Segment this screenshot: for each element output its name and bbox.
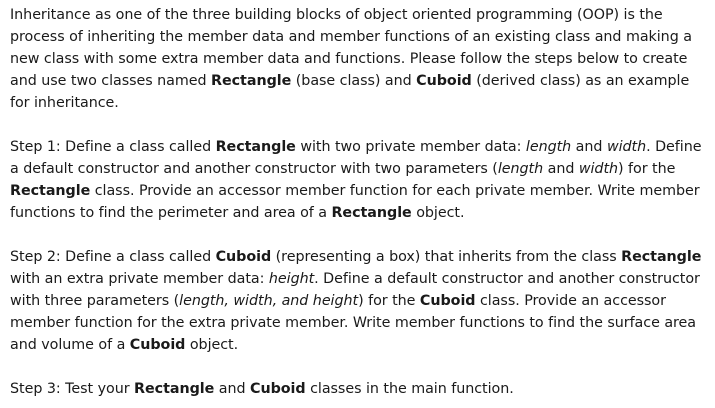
bold-term: Cuboid [129,337,186,353]
text-run: Step 1: Define a class called [10,139,216,155]
text-run: and [543,161,579,177]
text-run: (derived class) as an example for inheritance. [10,73,690,111]
text-run: with an extra private member data: [10,271,269,287]
text-run: ) for the [618,161,676,177]
bold-term: Cuboid [416,73,472,89]
text-run: . Define a default constructor and another constructor with two parameters ( [10,139,702,177]
text-run: (base class) and [291,73,417,89]
bold-term: Cuboid [215,249,272,265]
text-run: and [571,139,607,155]
italic-term: length, width, and height [179,293,359,309]
bold-term: Rectangle [215,139,296,155]
text-run: Step 3: Test your [10,381,135,397]
bold-term: Rectangle [10,183,91,199]
text-run: object. [411,205,465,221]
text-run: class. Provide an accessor member function for the extra private member. Write member functions to find the surface area and volume of a [10,293,696,353]
italic-term: length [525,139,572,155]
document-body [10,4,710,400]
bold-term: Cuboid [419,293,476,309]
text-run: class. Provide an accessor member function for each private member. Write member functions to find the perimeter and area of a [10,183,700,221]
italic-term: width [578,161,619,177]
text-run: and [214,381,251,397]
bold-term: Rectangle [134,381,215,397]
step-1-paragraph [10,136,710,224]
bold-term: Rectangle [331,205,412,221]
italic-term: width [606,139,647,155]
text-run: with two private member data: [295,139,526,155]
bold-term: Rectangle [621,249,702,265]
italic-term: height [268,271,315,287]
step-3-paragraph [10,378,710,400]
step-2-paragraph [10,246,710,356]
intro-paragraph [10,4,710,114]
text-run: ) for the [358,293,420,309]
text-run: object. [185,337,239,353]
bold-term: Cuboid [250,381,306,397]
bold-term: Rectangle [211,73,292,89]
text-run: Step 2: Define a class called [10,249,216,265]
text-run: classes in the main function. [305,381,514,397]
text-run: Inheritance as one of the three building blocks of object oriented programming (OOP) is the process of inheriting the member data and member functions of an existing class and making a new class with some extra member data and functions. Please follow the steps below to create and use two classes named [10,7,692,89]
text-run: (representing a box) that inherits from the class [271,249,622,265]
text-run: . Define a default constructor and another constructor with three parameters ( [10,271,700,309]
italic-term: length [497,161,544,177]
